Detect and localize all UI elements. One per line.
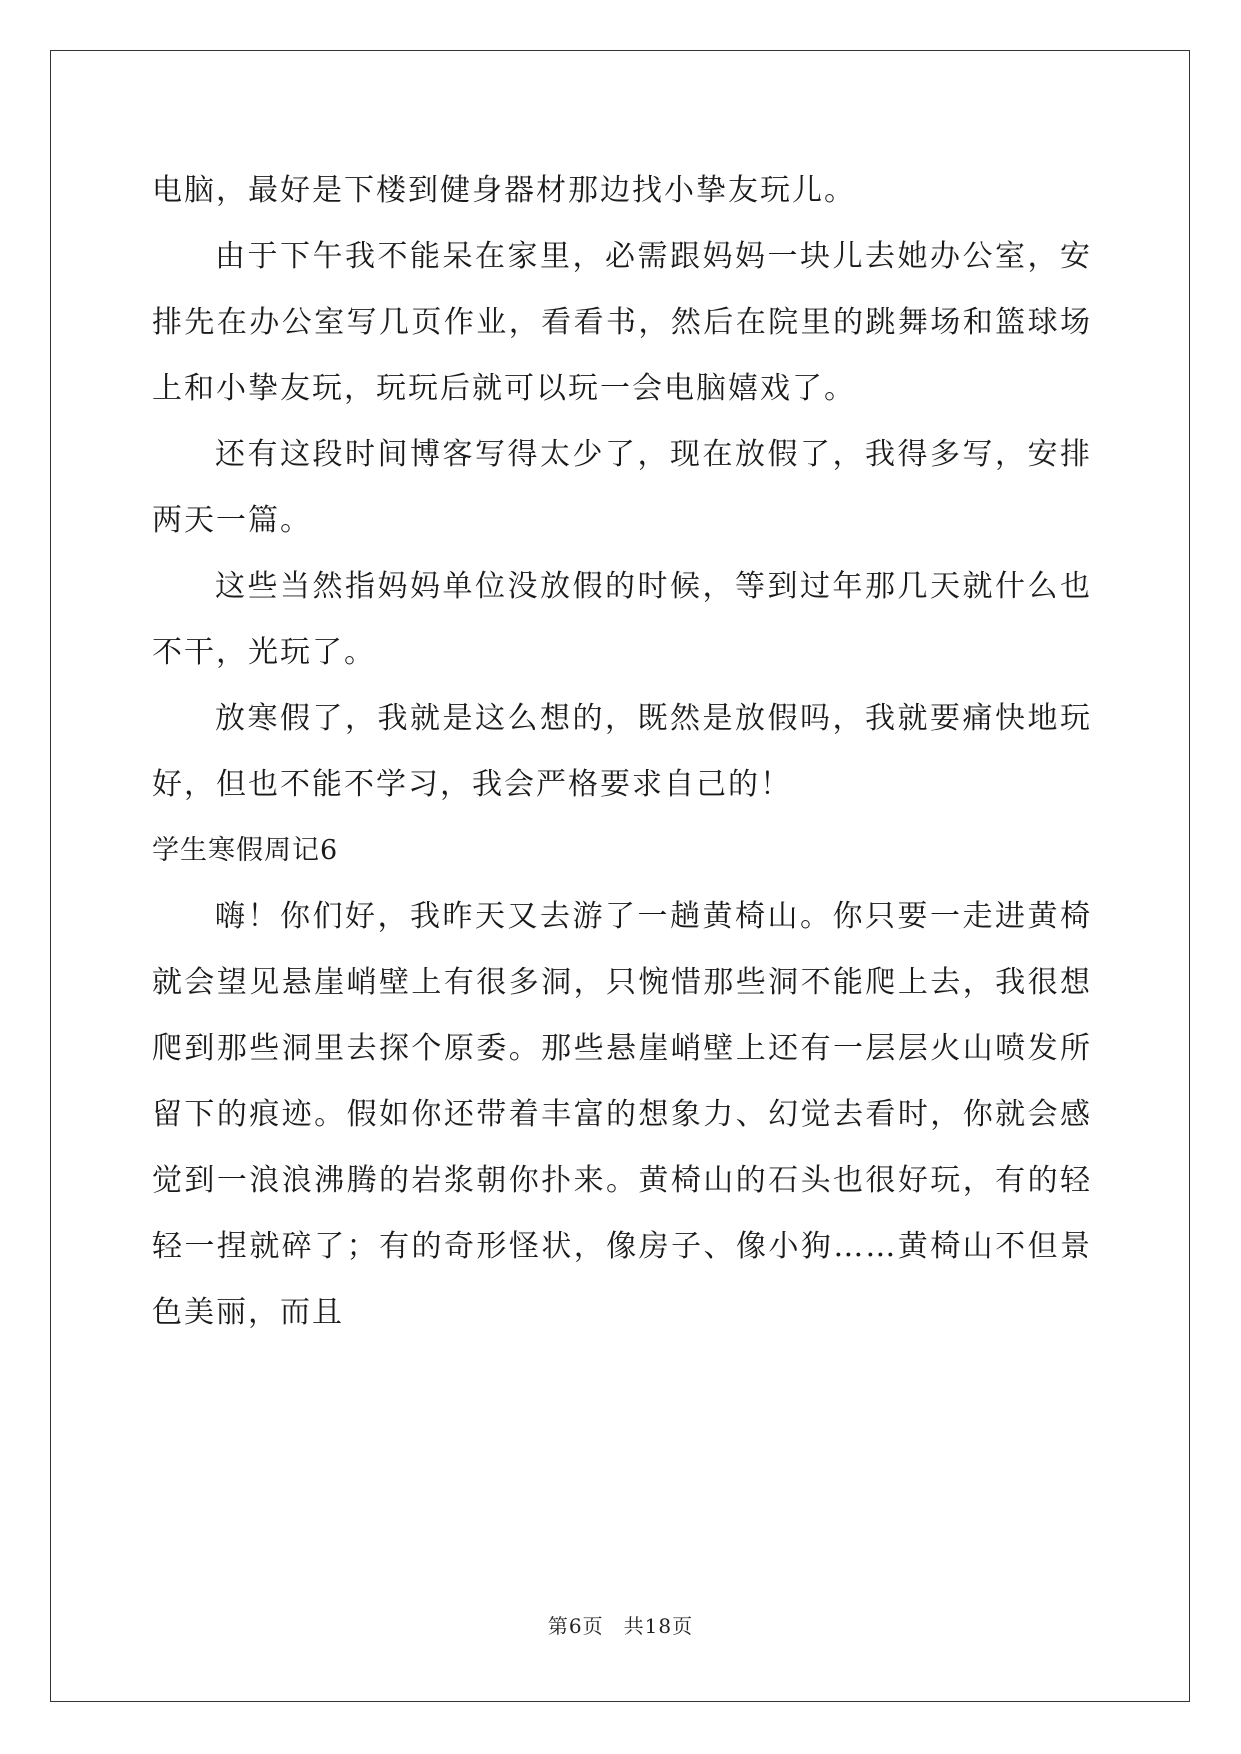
paragraph: 放寒假了，我就是这么想的，既然是放假吗，我就要痛快地玩好，但也不能不学习，我会严格要求自己的！ [152, 701, 1092, 802]
paragraph: 还有这段时间博客写得太少了，现在放假了，我得多写，安排两天一篇。 [152, 437, 1092, 538]
paragraph: 嗨！你们好，我昨天又去游了一趟黄椅山。你只要一走进黄椅就会望见悬崖峭壁上有很多洞，只惋惜那些洞不能爬上去，我很想爬到那些洞里去探个原委。那些悬崖峭壁上还有一层层火山喷发所留下的痕迹。假如你还带着丰富的想象力、幻觉去看时，你就会感觉到一浪浪沸腾的岩浆朝你扑来。黄椅山的石头也很好玩，有的轻轻一捏就碎了；有的奇形怪状，像房子、像小狗……黄椅山不但景色美丽，而且 [152, 899, 1092, 1330]
paragraph: 电脑，最好是下楼到健身器材那边找小挚友玩儿。 [152, 173, 856, 208]
page-number: 第6页 [547, 1614, 604, 1638]
document-body [152, 158, 1092, 1346]
page-footer [0, 1610, 1241, 1639]
paragraph: 由于下午我不能呆在家里，必需跟妈妈一块儿去她办公室，安排先在办公室写几页作业，看看书，然后在院里的跳舞场和篮球场上和小挚友玩，玩玩后就可以玩一会电脑嬉戏了。 [152, 239, 1092, 406]
section-heading: 学生寒假周记6 [152, 835, 339, 866]
paragraph: 这些当然指妈妈单位没放假的时候，等到过年那几天就什么也不干，光玩了。 [152, 569, 1092, 670]
page-total: 共18页 [623, 1614, 694, 1638]
